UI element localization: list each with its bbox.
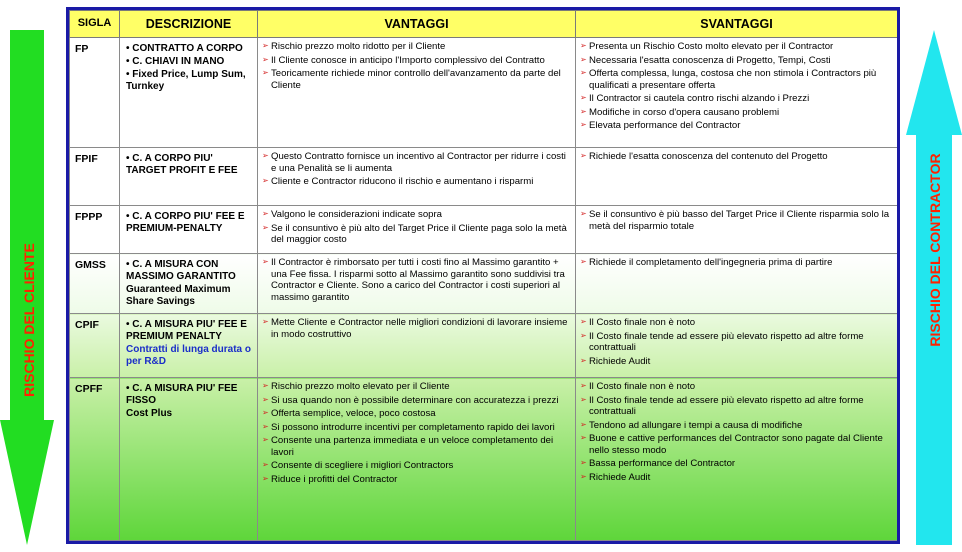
vantaggio-item: ➢ Rischio prezzo molto elevato per il Cliente bbox=[262, 381, 571, 393]
table-row-cpif bbox=[70, 314, 898, 378]
svantaggi-cell bbox=[576, 254, 898, 314]
header-vantaggi: VANTAGGI bbox=[258, 11, 576, 38]
header-row bbox=[70, 11, 898, 38]
svantaggio-item: ➢ Elevata performance del Contractor bbox=[580, 120, 893, 132]
svantaggio-item: ➢ Richiede l'esatta conoscenza del contenuto del Progetto bbox=[580, 151, 893, 163]
vantaggi-cell bbox=[258, 378, 576, 541]
desc-note: Contratti di lunga durata o per R&D bbox=[126, 344, 251, 367]
vantaggio-item: ➢ Valgono le considerazioni indicate sopra bbox=[262, 209, 571, 221]
vantaggio-item: ➢ Il Cliente conosce in anticipo l'Importo complessivo del Contratto bbox=[262, 55, 571, 67]
desc-cell bbox=[120, 254, 258, 314]
sigla-cell: FPIF bbox=[70, 148, 120, 206]
vantaggio-item: ➢ Si possono introdurre incentivi per completamento rapido dei lavori bbox=[262, 422, 571, 434]
table-row-fp bbox=[70, 38, 898, 148]
svantaggio-item: ➢ Buone e cattive performances del Contractor sono pagate dal Cliente nello stesso modo bbox=[580, 433, 893, 456]
desc-line: • C. CHIAVI IN MANO bbox=[126, 56, 225, 67]
header-sigla: SIGLA bbox=[70, 11, 120, 38]
vantaggi-cell bbox=[258, 254, 576, 314]
sigla-cell: CPFF bbox=[70, 378, 120, 541]
vantaggio-item: ➢ Il Contractor è rimborsato per tutti i costi fino al Massimo garantito + una Fee fissa. I risparmi sotto al Massimo garantito sono suddivisi tra Contractor e Cliente. Sono a carico del Contractor i costi superiori al massimo garantito bbox=[262, 257, 571, 303]
client-risk-arrow bbox=[0, 0, 56, 552]
contractor-risk-label: RISCHIO DEL CONTRACTOR bbox=[927, 153, 943, 347]
desc-line: • Fixed Price, Lump Sum, Turnkey bbox=[126, 69, 246, 92]
sigla-cell: CPIF bbox=[70, 314, 120, 378]
svantaggio-item: ➢ Il Costo finale tende ad essere più elevato rispetto ad altre forme contrattuali bbox=[580, 331, 893, 354]
vantaggio-item: ➢ Si usa quando non è possibile determinare con accuratezza i prezzi bbox=[262, 395, 571, 407]
vantaggio-item: ➢ Consente una partenza immediata e un veloce completamento dei lavori bbox=[262, 435, 571, 458]
svantaggio-item: ➢ Necessaria l'esatta conoscenza di Progetto, Tempi, Costi bbox=[580, 55, 893, 67]
vantaggio-item: ➢ Rischio prezzo molto ridotto per il Cliente bbox=[262, 41, 571, 53]
sigla-cell: GMSS bbox=[70, 254, 120, 314]
svantaggio-item: ➢ Presenta un Rischio Costo molto elevato per il Contractor bbox=[580, 41, 893, 53]
sigla-cell: FPPP bbox=[70, 206, 120, 254]
desc-cell bbox=[120, 314, 258, 378]
vantaggio-item: ➢ Riduce i profitti del Contractor bbox=[262, 474, 571, 486]
desc-cell bbox=[120, 378, 258, 541]
svantaggi-cell bbox=[576, 378, 898, 541]
desc-line: • C. A MISURA PIU' FEE FISSO bbox=[126, 383, 238, 406]
vantaggio-item: ➢ Consente di scegliere i migliori Contractors bbox=[262, 460, 571, 472]
contractor-risk-arrow bbox=[906, 0, 962, 552]
svantaggio-item: ➢ Il Costo finale non è noto bbox=[580, 317, 893, 329]
svantaggio-item: ➢ Il Contractor si cautela contro rischi alzando i Prezzi bbox=[580, 93, 893, 105]
svantaggio-item: ➢ Tendono ad allungare i tempi a causa di modifiche bbox=[580, 420, 893, 432]
header-descrizione: DESCRIZIONE bbox=[120, 11, 258, 38]
header-svantaggi: SVANTAGGI bbox=[576, 11, 898, 38]
vantaggio-item: ➢ Offerta semplice, veloce, poco costosa bbox=[262, 408, 571, 420]
svantaggi-cell bbox=[576, 314, 898, 378]
desc-cell bbox=[120, 38, 258, 148]
sigla-cell: FP bbox=[70, 38, 120, 148]
desc-line: • CONTRATTO A CORPO bbox=[126, 43, 243, 54]
svantaggio-item: ➢ Richiede il completamento dell'ingegneria prima di partire bbox=[580, 257, 893, 269]
desc-line: • C. A MISURA PIU' FEE E PREMIUM PENALTY bbox=[126, 319, 247, 342]
vantaggi-cell bbox=[258, 148, 576, 206]
vantaggi-cell bbox=[258, 206, 576, 254]
svantaggio-item: ➢ Modifiche in corso d'opera causano problemi bbox=[580, 107, 893, 119]
svantaggio-item: ➢ Richiede Audit bbox=[580, 356, 893, 368]
svantaggio-item: ➢ Il Costo finale non è noto bbox=[580, 381, 893, 393]
vantaggio-item: ➢ Teoricamente richiede minor controllo dell'avanzamento da parte del Cliente bbox=[262, 68, 571, 91]
svantaggi-cell bbox=[576, 148, 898, 206]
svantaggio-item: ➢ Offerta complessa, lunga, costosa che non stimola i Contractors più qualificati a presentare offerta bbox=[580, 68, 893, 91]
svantaggio-item: ➢ Se il consuntivo è più basso del Target Price il Cliente risparmia solo la metà del risparmio totale bbox=[580, 209, 893, 232]
vantaggio-item: ➢ Questo Contratto fornisce un incentivo al Contractor per ridurre i costi e una Penalità se li aumenta bbox=[262, 151, 571, 174]
vantaggi-cell bbox=[258, 38, 576, 148]
svantaggio-item: ➢ Richiede Audit bbox=[580, 472, 893, 484]
desc-line: • C. A MISURA CON MASSIMO GARANTITO bbox=[126, 259, 236, 282]
svantaggi-cell bbox=[576, 38, 898, 148]
vantaggi-cell bbox=[258, 314, 576, 378]
table-row-fpif bbox=[70, 148, 898, 206]
svantaggi-cell bbox=[576, 206, 898, 254]
vantaggio-item: ➢ Se il consuntivo è più alto del Target Price il Cliente paga solo la metà del maggior costo bbox=[262, 223, 571, 246]
table-row-fppp bbox=[70, 206, 898, 254]
desc-line: • C. A CORPO PIU' FEE E PREMIUM-PENALTY bbox=[126, 211, 245, 234]
svantaggio-item: ➢ Il Costo finale tende ad essere più elevato rispetto ad altre forme contrattuali bbox=[580, 395, 893, 418]
table-row-gmss bbox=[70, 254, 898, 314]
svantaggio-item: ➢ Bassa performance del Contractor bbox=[580, 458, 893, 470]
desc-cell bbox=[120, 206, 258, 254]
vantaggio-item: ➢ Mette Cliente e Contractor nelle migliori condizioni di lavorare insieme in modo costruttivo bbox=[262, 317, 571, 340]
desc-line: • C. A CORPO PIU' TARGET PROFIT E FEE bbox=[126, 153, 238, 176]
desc-line: Guaranteed Maximum Share Savings bbox=[126, 284, 231, 307]
client-risk-label: RISCHIO DEL CLIENTE bbox=[21, 243, 37, 397]
contract-types-table bbox=[66, 7, 900, 544]
desc-cell bbox=[120, 148, 258, 206]
vantaggio-item: ➢ Cliente e Contractor riducono il rischio e aumentano i risparmi bbox=[262, 176, 571, 188]
table-row-cpff bbox=[70, 378, 898, 541]
desc-line: Cost Plus bbox=[126, 408, 173, 419]
